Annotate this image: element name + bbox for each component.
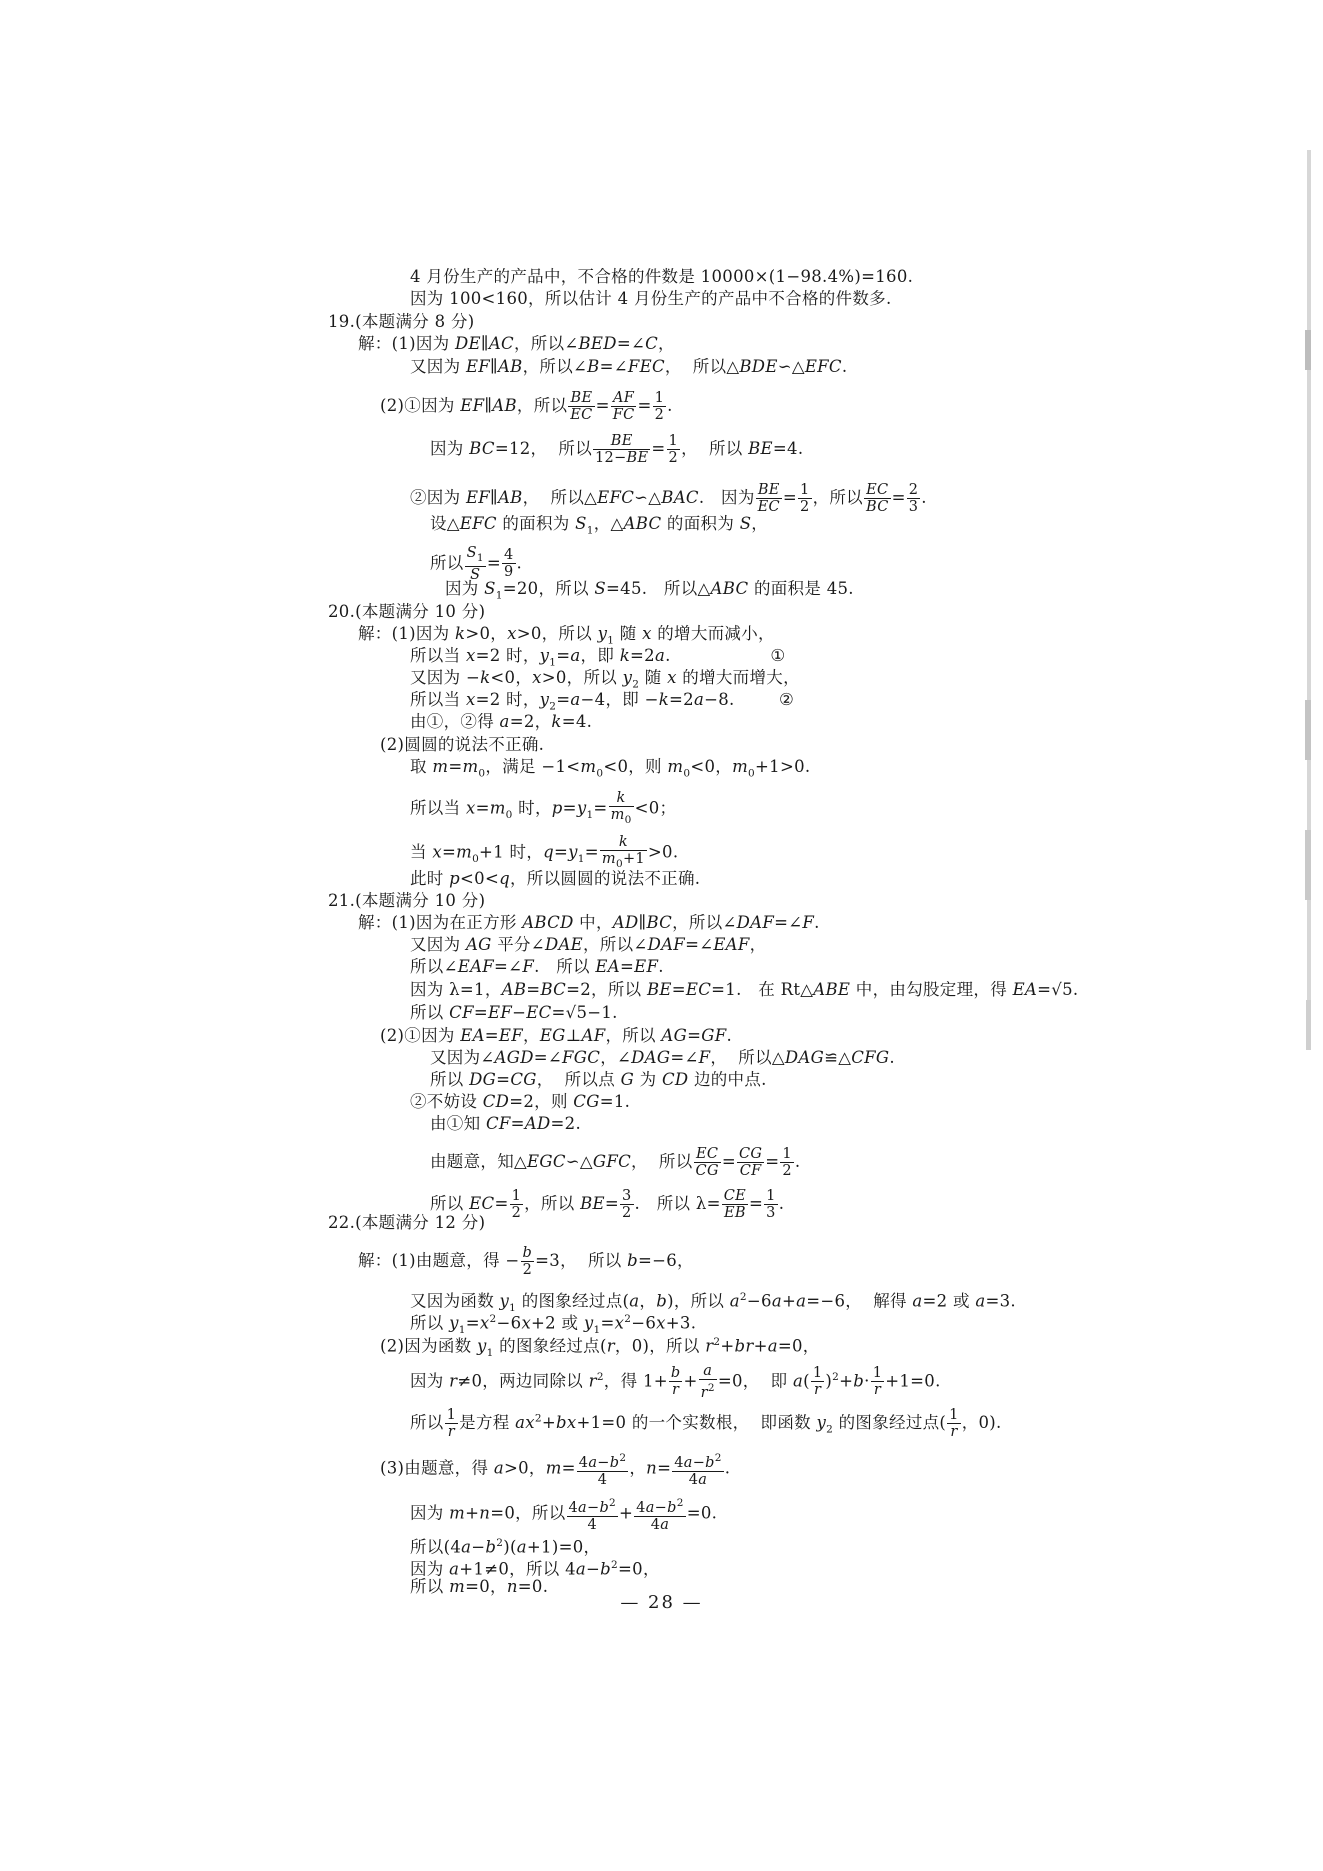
line-19-8: 因为 $S_1=20$，所以 S=45. 所以△ABC 的面积是 45. — [445, 579, 854, 602]
line-21-12: 所以 EC= $\frac{1}{2}$ ，所以 BE= $\frac{3}{2}$ . 所以 λ= $\frac{CE}{EB}$ = $\frac{1}{3}$ . — [430, 1188, 785, 1221]
line-20-2: 所以当 x=2 时，$y_1=a$，即 k=2a. ① — [410, 646, 786, 669]
line-19-1: 解：(1)因为 DE∥AC，所以∠BED=∠C， — [358, 334, 675, 353]
line-21-6: (2)①因为 EA=EF，EG⊥AF，所以 AG=GF. — [380, 1026, 733, 1045]
line-21-7: 又因为∠AGD=∠FGC，∠DAG=∠F， 所以△DAG≌△CFG. — [430, 1048, 895, 1067]
line-21-10: 由①知 CF=AD=2. — [430, 1114, 581, 1133]
line-20-10: 此时 p<0<q，所以圆圆的说法不正确. — [410, 869, 701, 888]
line-22-3: 所以 $y_1=x^2-6x+2$ 或 $y_1=x^2-6x+3$. — [410, 1313, 697, 1336]
line-22-2: 又因为函数 $y_1$ 的图象经过点(a，b)，所以 $a^2-6a+a=-6$， 解得 a=2 或 a=3. — [410, 1291, 1016, 1314]
line-21-4: 因为 λ=1，AB=BC=2，所以 BE=EC=1. 在 Rt△ABE 中，由勾股定理，得 EA=√5. — [410, 980, 1079, 999]
line-21-11: 由题意，知△EGC∽△GFC， 所以 $\frac{EC}{CG}$ = $\frac{CG}{CF}$ = $\frac{1}{2}$ . — [430, 1146, 801, 1179]
heading-22: 22.(本题满分 12 分) — [328, 1213, 486, 1232]
line-20-1: 解：(1)因为 k>0，x>0，所以 $y_1$ 随 x 的增大而减小， — [358, 624, 775, 647]
line-21-8: 所以 DG=CG， 所以点 G 为 CD 边的中点. — [430, 1070, 767, 1089]
line-19-5: ②因为 EF∥AB， 所以△EFC∽△BAC. 因为 $\frac{BE}{EC}$ = $\frac{1}{2}$ ，所以 $\frac{EC}{BC}$ = $\frac{2}{3}$ . — [410, 482, 927, 515]
line-20-4: 所以当 x=2 时，$y_2=a-4$，即 −k=2a−8. ② — [410, 690, 795, 713]
line-22-7: (3)由题意，得 a>0，m= $\frac{4a-b^2}{4}$ ，n= $\frac{4a-b^2}{4a}$ . — [380, 1452, 731, 1488]
line-20-9: 当 $x=m_0+1$ 时，$q=y_1=$ $\frac{k}{m_0+1}$ >0. — [410, 834, 679, 870]
line-21-2: 又因为 AG 平分∠DAE，所以∠DAF=∠EAF， — [410, 935, 767, 954]
heading-19: 19.(本题满分 8 分) — [328, 312, 475, 331]
line-22-1: 解：(1)由题意，得 − $\frac{b}{2}$ =3， 所以 b=−6， — [358, 1245, 694, 1278]
line-21-1: 解：(1)因为在正方形 ABCD 中，AD∥BC，所以∠DAF=∠F. — [358, 913, 820, 932]
line-22-8: 因为 m+n=0，所以 $\frac{4a-b^2}{4}$ + $\frac{4a-b^2}{4a}$ =0. — [410, 1497, 718, 1533]
line-20-8: 所以当 $x=m_0$ 时，$p=y_1=$ $\frac{k}{m_0}$ <0； — [410, 790, 677, 826]
line-19-6: 设△EFC 的面积为 $S_1$，△ABC 的面积为 S， — [430, 514, 769, 537]
line-22-6: 所以 $\frac{1}{r}$ 是方程 $ax^2+bx+1=0$ 的一个实数根， 即函数 $y_2$ 的图象经过点( $\frac{1}{r}$ ，0). — [410, 1407, 1002, 1440]
line-18-b: 因为 100<160，所以估计 4 月份生产的产品中不合格的件数多. — [410, 289, 892, 308]
page-number: — 28 — — [620, 1592, 703, 1613]
line-22-10: 因为 a+1≠0，所以 $4a-b^2=0$， — [410, 1559, 660, 1579]
line-19-2: 又因为 EF∥AB，所以∠B=∠FEC， 所以△BDE∽△EFC. — [410, 357, 848, 376]
scan-edge-shadow — [1283, 0, 1323, 1100]
line-19-7: 所以 $\frac{S_1}{S}$ = $\frac{4}{9}$ . — [430, 545, 523, 583]
line-21-9: ②不妨设 CD=2，则 CG=1. — [410, 1092, 631, 1111]
line-20-7: 取 $m=m_0$，满足 $-1<m_0<0$，则 $m_0<0$，$m_0+1>0$. — [410, 757, 811, 780]
line-22-11: 所以 m=0，n=0. — [410, 1577, 549, 1596]
line-22-4: (2)因为函数 $y_1$ 的图象经过点(r，0)，所以 $r^2+br+a=0$， — [380, 1336, 820, 1359]
line-21-5: 所以 CF=EF−EC=√5−1. — [410, 1003, 618, 1022]
heading-21: 21.(本题满分 10 分) — [328, 891, 486, 910]
line-19-4: 因为 BC=12， 所以 $\frac{BE}{12-BE}$ = $\frac{1}{2}$ ， 所以 BE=4. — [430, 433, 804, 466]
line-18-a: 4 月份生产的产品中，不合格的件数是 10000×(1−98.4%)=160. — [410, 267, 914, 286]
heading-20: 20.(本题满分 10 分) — [328, 602, 486, 621]
line-22-9: 所以$(4a-b^2)(a+1)=0$， — [410, 1537, 601, 1557]
line-19-3: (2)①因为 EF∥AB，所以 $\frac{BE}{EC}$ = $\frac{AF}{FC}$ = $\frac{1}{2}$ . — [380, 390, 673, 423]
line-20-3: 又因为 −k<0，x>0，所以 $y_2$ 随 x 的增大而增大， — [410, 668, 800, 691]
line-22-5: 因为 r≠0，两边同除以 $r^2$，得 1+ $\frac{b}{r}$ + $\frac{a}{r^2}$ =0， 即 a( $\frac{1}{r}$ )$^2$+b· $\frac{1}{r}$ +1=0. — [410, 1363, 941, 1401]
line-20-5: 由①，②得 a=2，k=4. — [410, 712, 593, 731]
line-20-6: (2)圆圆的说法不正确. — [380, 735, 545, 754]
line-21-3: 所以∠EAF=∠F. 所以 EA=EF. — [410, 957, 664, 976]
